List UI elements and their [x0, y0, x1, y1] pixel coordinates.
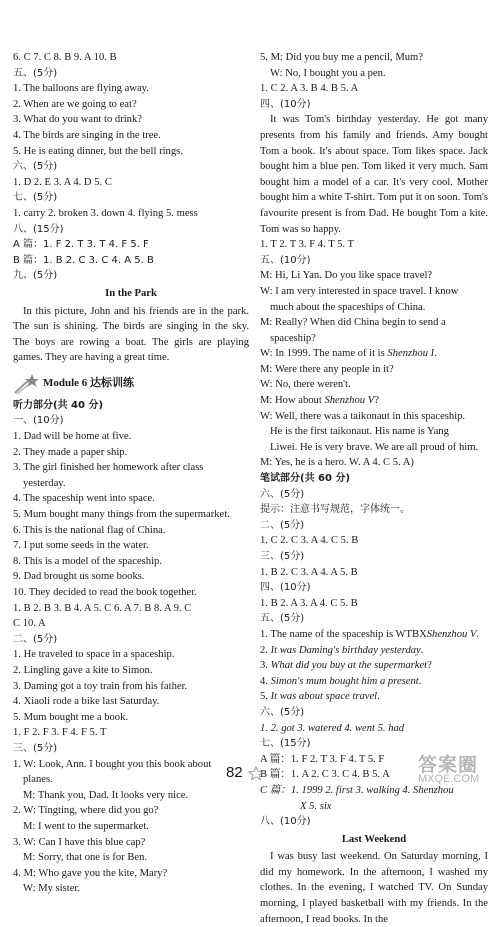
text-line: 5. He is eating dinner, but the bell rings. [13, 145, 183, 157]
text-line: 四、(10分) [260, 98, 311, 110]
dialog-v-prefix: M: How about [260, 395, 325, 407]
listening-title: 听力部分(共 40 分) [13, 399, 104, 411]
text-line: W: Well, there was a taikonaut in this spaceship. [260, 410, 466, 422]
page-number: 82 [226, 764, 243, 781]
text-line: He is the first taikonaut. His name is Yang [270, 426, 449, 438]
shooting-star-icon [13, 373, 39, 395]
sentence-answer [260, 643, 488, 659]
sec13-title: 八、(10分) [260, 816, 311, 828]
sec2-title: 二、(5分) [13, 633, 58, 645]
text-line: B 篇：1. B 2. C 3. C 4. A 5. B [13, 254, 154, 266]
sentence-answer [260, 627, 488, 643]
text-line: 1. W: Look, Ann. I bought you this book about [13, 758, 212, 770]
dialog-v-suffix: ? [374, 395, 379, 407]
text-line: much about the spaceships of China. [270, 301, 426, 313]
park-essay: In this picture, John and his friends are in the park. The sun is shining. The birds are singing in the sky. The boys are rowing a boat. The girls are playing games. They are having a great time. [13, 305, 249, 364]
text-line: 5. Mum bought many things from the supermarket. [13, 509, 230, 521]
sec12-a: A 篇：1. F 2. T 3. F 4. T 5. F [260, 753, 385, 765]
sentence-italic: It was about space travel [270, 691, 378, 703]
weekend-essay: I was busy last weekend. On Saturday morning, I did my homework. In the afternoon, I washed my clothes. In the evening, I watched TV. On Sunday morning, I played basketball with my friends. In the afternoon, I read books. In the [260, 851, 488, 925]
text-line: 6. This is the national flag of China. [13, 524, 166, 536]
watermark-line2: MXQE.COM [418, 772, 480, 785]
written-title: 笔试部分(共 60 分) [260, 473, 351, 485]
sec2-items [13, 647, 249, 725]
sentence-prefix: 1. The name of the spaceship is WTBX [260, 628, 427, 640]
text-line: 6. C 7. C 8. B 9. A 10. B [13, 52, 117, 63]
text-line: 4. M: Who gave you the kite, Mary? [13, 867, 168, 879]
text-line: M: I went to the supermarket. [23, 820, 149, 832]
text-line: 9. Dad brought us some books. [13, 571, 145, 583]
text-line: yesterday. [23, 477, 66, 489]
park-title: In the Park [105, 287, 157, 299]
sentence-prefix: 5. [260, 691, 271, 703]
text-line: 5. M: Did you buy me a pencil, Mum? [260, 52, 424, 63]
text-line: M: Really? When did China begin to send a [260, 317, 446, 329]
sentence-prefix: 2. [260, 644, 271, 656]
sec1-title: 一、(10分) [13, 415, 64, 427]
dialog-v-line [260, 393, 488, 409]
text-line: 3. The girl finished her homework after class [13, 462, 204, 474]
watermark-line1: 答案圈 [418, 754, 479, 776]
text-line: 4. The spaceship went into space. [13, 493, 155, 505]
text-line: M: Sorry, that one is for Ben. [23, 852, 148, 864]
sentence-suffix: ? [427, 660, 432, 672]
text-line: spaceship? [270, 332, 316, 344]
sentence-suffix: . [476, 628, 480, 640]
text-line: 六、(5分) [13, 161, 58, 173]
sec12-b: B 篇：1. A 2. C 3. C 4. B 5. A [260, 769, 390, 781]
text-line: 1. D 2. E 3. A 4. D 5. C [13, 176, 112, 188]
sec12-c2: X 5. six [300, 800, 332, 812]
left-top-answers [13, 50, 249, 284]
text-line: 3. W: Can I have this blue cap? [13, 836, 146, 848]
text-line: 八、(15分) [13, 223, 64, 235]
sec9-answers: 1. B 2. A 3. A 4. C 5. B [260, 597, 358, 609]
text-line: 7. I put some seeds in the water. [13, 540, 149, 552]
dialog-part2 [260, 362, 488, 393]
sec6-note: 提示：注意书写规范，字体统一。 [260, 504, 410, 516]
sentence-italic: It was Daming's birthday yesterday [270, 644, 421, 656]
text-line: planes. [23, 774, 53, 786]
text-line: M: Yes, he is a hero. W. A 4. C 5. A) [260, 457, 414, 469]
text-line: Liwei. He is very brave. We are all proud of him. [270, 441, 479, 453]
text-line: 五、(5分) [13, 67, 58, 79]
dialog-year-italic: Shenzhou I [387, 348, 435, 360]
sec3-items [13, 757, 249, 897]
text-line: 2. They made a paper ship. [13, 446, 128, 458]
sentence-answer [260, 689, 488, 705]
dialog-part3 [260, 409, 488, 471]
text-line: 1. carry 2. broken 3. down 4. flying 5. mess [13, 207, 198, 219]
text-line: 3. What do you want to drink? [13, 114, 142, 126]
text-line: 1. Dad will be home at five. [13, 431, 132, 443]
sec8-title: 三、(5分) [260, 551, 305, 562]
text-line: W: My sister. [23, 883, 80, 895]
sentence-suffix: . [418, 675, 422, 687]
text-line: 4. Xiaoli rode a bike last Saturday. [13, 696, 160, 708]
text-line: 5. Mum bought me a book. [13, 711, 129, 723]
text-line: 九、(5分) [13, 270, 58, 282]
sentence-answer [260, 658, 488, 674]
text-line: 1. He traveled to space in a spaceship. [13, 649, 175, 661]
text-line: 1. C 2. A 3. B 4. B 5. A [260, 83, 359, 95]
text-line: 4. The birds are singing in the tree. [13, 129, 161, 141]
sec7-title: 二、(5分) [260, 519, 305, 531]
sec11-answers: 1. 2. got 3. watered 4. went 5. had [260, 722, 405, 734]
dialog-v-italic: Shenzhou V [324, 395, 375, 407]
star-decoration-icon [248, 766, 264, 780]
text-line: W: No, I bought you a pen. [270, 67, 386, 79]
sec1-answers-line1: 1. B 2. B 3. B 4. A 5. C 6. A 7. B 8. A 9. C [13, 602, 192, 614]
text-line: 七、(5分) [13, 192, 58, 204]
text-line: W: I am very interested in space travel. I know [260, 285, 459, 297]
text-line: 2. W: Tingting, where did you go? [13, 805, 159, 817]
text-line: 10. They decided to read the book together. [13, 587, 197, 598]
sec2-answers: 1. F 2. F 3. F 4. F 5. T [13, 727, 107, 739]
dialog-year-prefix: W: In 1999. The name of it is [260, 348, 388, 360]
dialog-year-suffix: . [434, 348, 437, 360]
text-line: 2. When are we going to eat? [13, 98, 137, 110]
sec10-items [260, 627, 488, 705]
sec1-answers-line2: C 10. A [13, 618, 46, 630]
sentence-italic: What did you buy at the supermarket [270, 660, 428, 672]
sec10-title: 五、(5分) [260, 613, 305, 625]
sec5-title: 五、(10分) [260, 254, 311, 266]
sec12-c1: C 篇：1. 1999 2. first 3. walking 4. Shenzhou [260, 784, 454, 796]
right-top-lines [260, 50, 488, 112]
sec7-answers: 1. C 2. C 3. A 4. C 5. B [260, 535, 359, 547]
sec11-title: 六、(5分) [260, 706, 305, 718]
story-answers: 1. T 2. T 3. F 4. T 5. T [260, 239, 354, 251]
module-heading [13, 372, 249, 396]
sec3-title: 三、(5分) [13, 742, 58, 754]
right-column [260, 50, 488, 927]
sentence-answer [260, 674, 488, 690]
sentence-prefix: 4. [260, 675, 271, 687]
sentence-italic: Simon's mum bought him a present [270, 675, 419, 687]
sec6-title: 六、(5分) [260, 488, 305, 500]
sec1-items [13, 429, 249, 601]
dialog-part1 [260, 268, 488, 346]
sec12-title: 七、(15分) [260, 738, 311, 750]
text-line: M: Thank you, Dad. It looks very nice. [23, 789, 189, 801]
text-line: 2. Lingling gave a kite to Simon. [13, 664, 153, 676]
birthday-story: It was Tom's birthday yesterday. He got many presents from his family and friends. Amy bought Tom a book. It's about space. Tom likes space. Jack bought him a blue pen. Tom liked it very much. Sam bought him a model of a car. It's very cool. Mother bought him a white T-shirt. Tom put it on soon. Tom's favourite present is from Dad. He bought Tom a kite. Tom was so happy. [260, 114, 488, 235]
sec8-answers: 1. B 2. C 3. A 4. A 5. B [260, 566, 358, 578]
sentence-suffix: . [377, 691, 380, 703]
text-line: M: Hi, Li Yan. Do you like space travel? [260, 270, 433, 282]
text-line: 8. This is a model of the spaceship. [13, 555, 162, 567]
text-line: A 篇：1. F 2. T 3. T 4. F 5. F [13, 239, 149, 251]
module-title: Module 6 达标训练 [43, 377, 135, 390]
text-line: 3. Daming got a toy train from his father. [13, 680, 188, 692]
watermark-logo [418, 754, 492, 794]
sentence-italic: Shenzhou V [426, 628, 477, 640]
sec9-title: 四、(10分) [260, 582, 311, 594]
weekend-title: Last Weekend [341, 833, 407, 845]
text-line: W: No, there weren't. [260, 379, 351, 391]
text-line: M: Were there any people in it? [260, 363, 394, 375]
sentence-suffix: . [420, 644, 424, 656]
sentence-prefix: 3. [260, 660, 271, 672]
left-column [13, 50, 249, 897]
dialog-year-line [260, 346, 488, 362]
text-line: 1. The balloons are flying away. [13, 83, 149, 95]
